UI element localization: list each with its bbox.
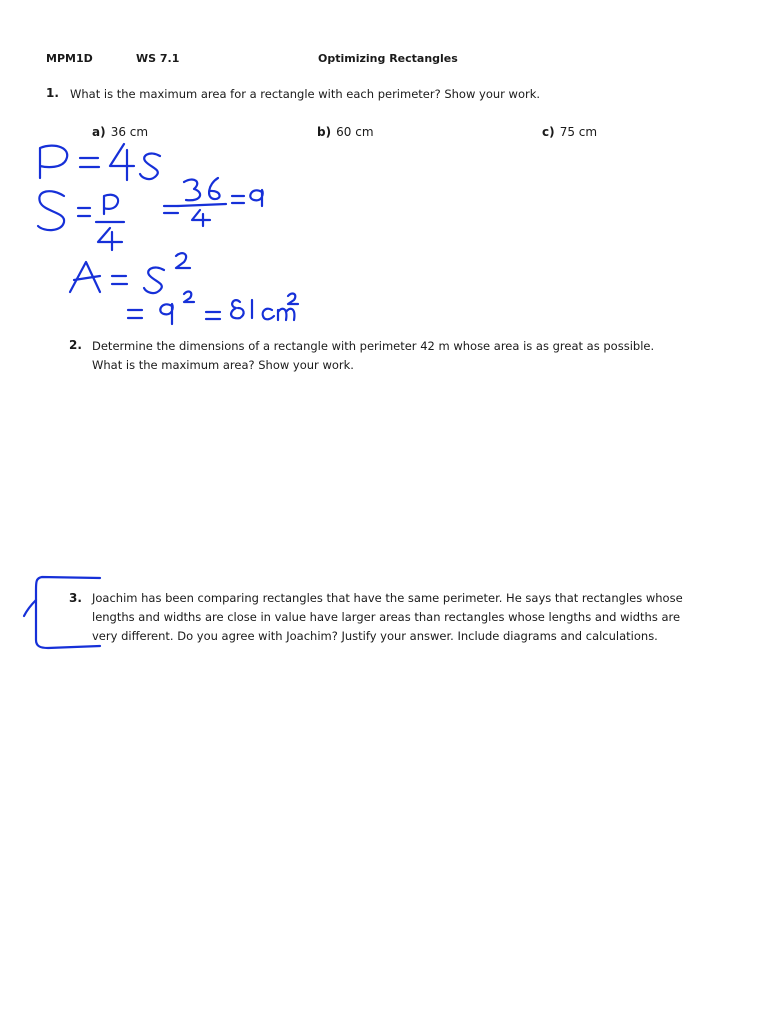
question-3-line-3: very different. Do you agree with Joachim? Justify your answer. Include diagrams and calculations. [92, 629, 658, 643]
part-a-label: a) [92, 125, 106, 139]
question-1-number: 1. [46, 86, 59, 100]
part-c-label: c) [542, 125, 555, 139]
question-3-line-2: lengths and widths are close in value have larger areas than rectangles whose lengths and widths are [92, 610, 681, 624]
question-2-number: 2. [69, 338, 82, 352]
part-c-value: 75 cm [559, 125, 598, 139]
course-code: MPM1D [46, 52, 93, 65]
part-b-label: b) [317, 125, 332, 139]
question-1-text: What is the maximum area for a rectangle with each perimeter? Show your work. [70, 87, 541, 101]
question-3-line-1: Joachim has been comparing rectangles that have the same perimeter. He says that rectangles whose [92, 591, 683, 605]
part-a-value: 36 cm [110, 125, 149, 139]
worksheet-number: WS 7.1 [136, 52, 180, 65]
question-2-line-2: What is the maximum area? Show your work. [92, 358, 354, 372]
question-3-number: 3. [69, 591, 82, 605]
question-2-line-1: Determine the dimensions of a rectangle with perimeter 42 m whose area is as great as possible. [92, 339, 655, 353]
worksheet-title: Optimizing Rectangles [318, 52, 458, 65]
part-b-value: 60 cm [336, 125, 374, 139]
